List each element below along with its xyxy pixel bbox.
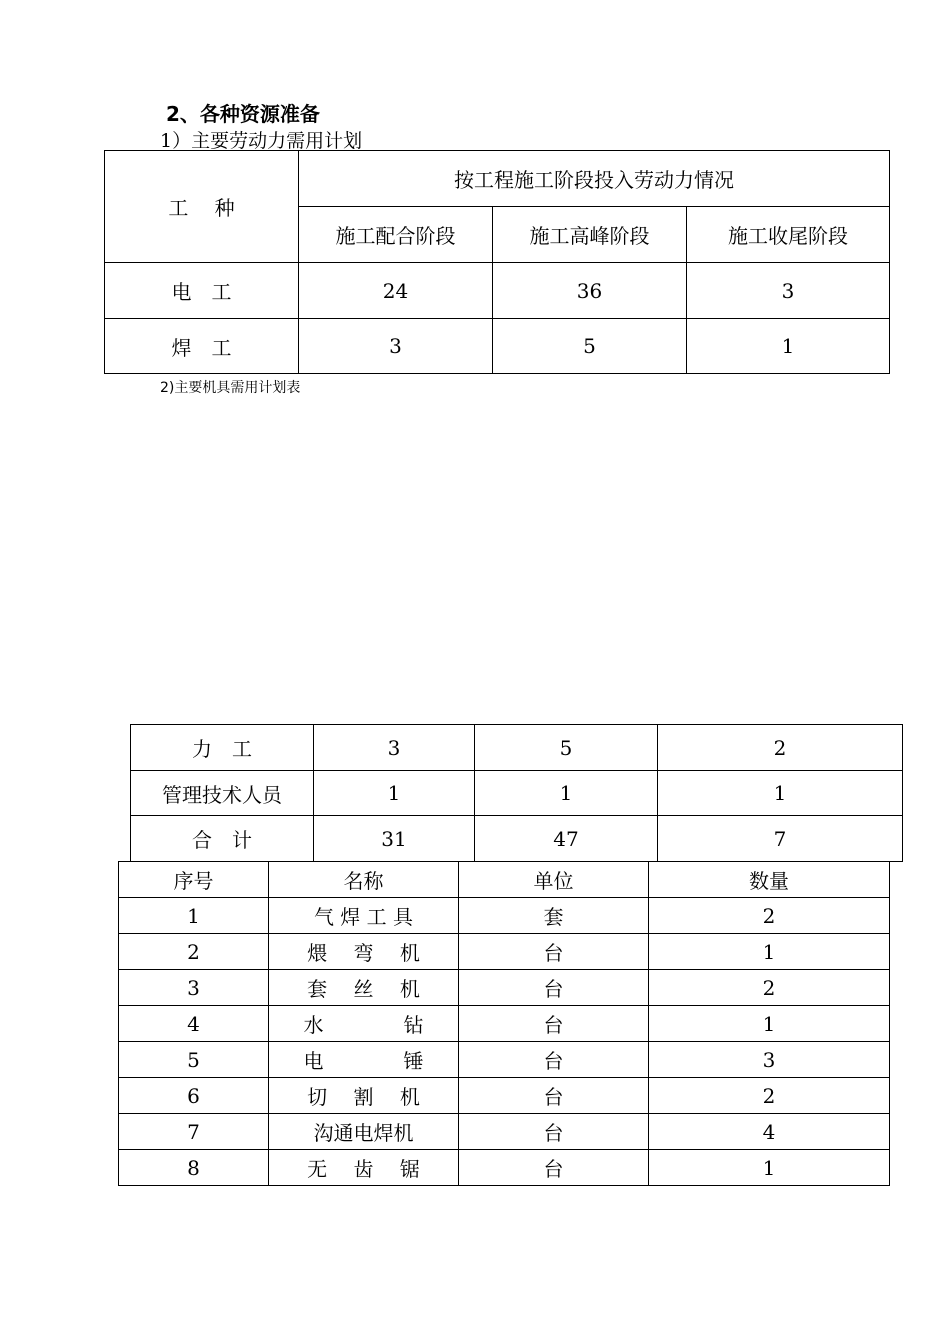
unit-cell: 台 [459, 1042, 649, 1078]
header-stage: 施工配合阶段 [299, 207, 493, 263]
trade-cell: 电 工 [105, 263, 299, 319]
no-cell: 3 [119, 970, 269, 1006]
trade-cell: 焊 工 [105, 319, 299, 374]
labor-plan-table [104, 150, 890, 374]
header-no: 序号 [119, 862, 269, 898]
value-cell: 31 [314, 816, 475, 862]
value-cell: 3 [687, 263, 890, 319]
unit-cell: 台 [459, 1150, 649, 1186]
header-name: 名称 [269, 862, 459, 898]
equipment-plan-title: 2)主要机具需用计划表 [160, 380, 301, 396]
table-row [105, 263, 890, 319]
value-cell: 47 [475, 816, 658, 862]
name-cell: 气 焊 工 具 [269, 898, 459, 934]
unit-cell: 套 [459, 898, 649, 934]
qty-cell: 1 [649, 934, 890, 970]
labor-plan-table-continued [130, 724, 903, 862]
unit-cell: 台 [459, 1114, 649, 1150]
name-cell: 套 丝 机 [269, 970, 459, 1006]
name-cell: 无 齿 锯 [269, 1150, 459, 1186]
trade-cell: 管理技术人员 [131, 771, 314, 816]
table-row [119, 970, 890, 1006]
value-cell: 24 [299, 263, 493, 319]
qty-cell: 1 [649, 1150, 890, 1186]
qty-cell: 1 [649, 1006, 890, 1042]
header-qty: 数量 [649, 862, 890, 898]
table-row [131, 771, 903, 816]
value-cell: 7 [658, 816, 903, 862]
table-row [105, 319, 890, 374]
no-cell: 8 [119, 1150, 269, 1186]
no-cell: 4 [119, 1006, 269, 1042]
header-stage: 施工收尾阶段 [687, 207, 890, 263]
qty-cell: 3 [649, 1042, 890, 1078]
table-row [119, 934, 890, 970]
table-row [119, 1006, 890, 1042]
table-row [119, 1150, 890, 1186]
header-unit: 单位 [459, 862, 649, 898]
qty-cell: 2 [649, 898, 890, 934]
table-row [119, 898, 890, 934]
value-cell: 2 [658, 725, 903, 771]
value-cell: 1 [475, 771, 658, 816]
value-cell: 1 [687, 319, 890, 374]
value-cell: 1 [314, 771, 475, 816]
name-cell: 电 锤 [269, 1042, 459, 1078]
name-cell: 切 割 机 [269, 1078, 459, 1114]
no-cell: 7 [119, 1114, 269, 1150]
table-row [119, 1114, 890, 1150]
qty-cell: 2 [649, 970, 890, 1006]
no-cell: 2 [119, 934, 269, 970]
value-cell: 3 [314, 725, 475, 771]
value-cell: 5 [475, 725, 658, 771]
header-stage-group: 按工程施工阶段投入劳动力情况 [299, 151, 890, 207]
header-stage: 施工高峰阶段 [493, 207, 687, 263]
value-cell: 3 [299, 319, 493, 374]
value-cell: 1 [658, 771, 903, 816]
labor-plan-title: 1）主要劳动力需用计划 [160, 130, 363, 152]
trade-cell: 力 工 [131, 725, 314, 771]
no-cell: 5 [119, 1042, 269, 1078]
equipment-plan-table [118, 861, 890, 1186]
table-row [119, 1078, 890, 1114]
value-cell: 36 [493, 263, 687, 319]
unit-cell: 台 [459, 1006, 649, 1042]
table-row [119, 1042, 890, 1078]
table-row [131, 816, 903, 862]
unit-cell: 台 [459, 970, 649, 1006]
name-cell: 沟通电焊机 [269, 1114, 459, 1150]
name-cell: 水 钻 [269, 1006, 459, 1042]
no-cell: 1 [119, 898, 269, 934]
table-row [131, 725, 903, 771]
name-cell: 煨 弯 机 [269, 934, 459, 970]
qty-cell: 2 [649, 1078, 890, 1114]
header-trade: 工 种 [105, 151, 299, 263]
unit-cell: 台 [459, 934, 649, 970]
section-title: 2、各种资源准备 [166, 102, 320, 126]
unit-cell: 台 [459, 1078, 649, 1114]
no-cell: 6 [119, 1078, 269, 1114]
qty-cell: 4 [649, 1114, 890, 1150]
value-cell: 5 [493, 319, 687, 374]
trade-cell: 合 计 [131, 816, 314, 862]
